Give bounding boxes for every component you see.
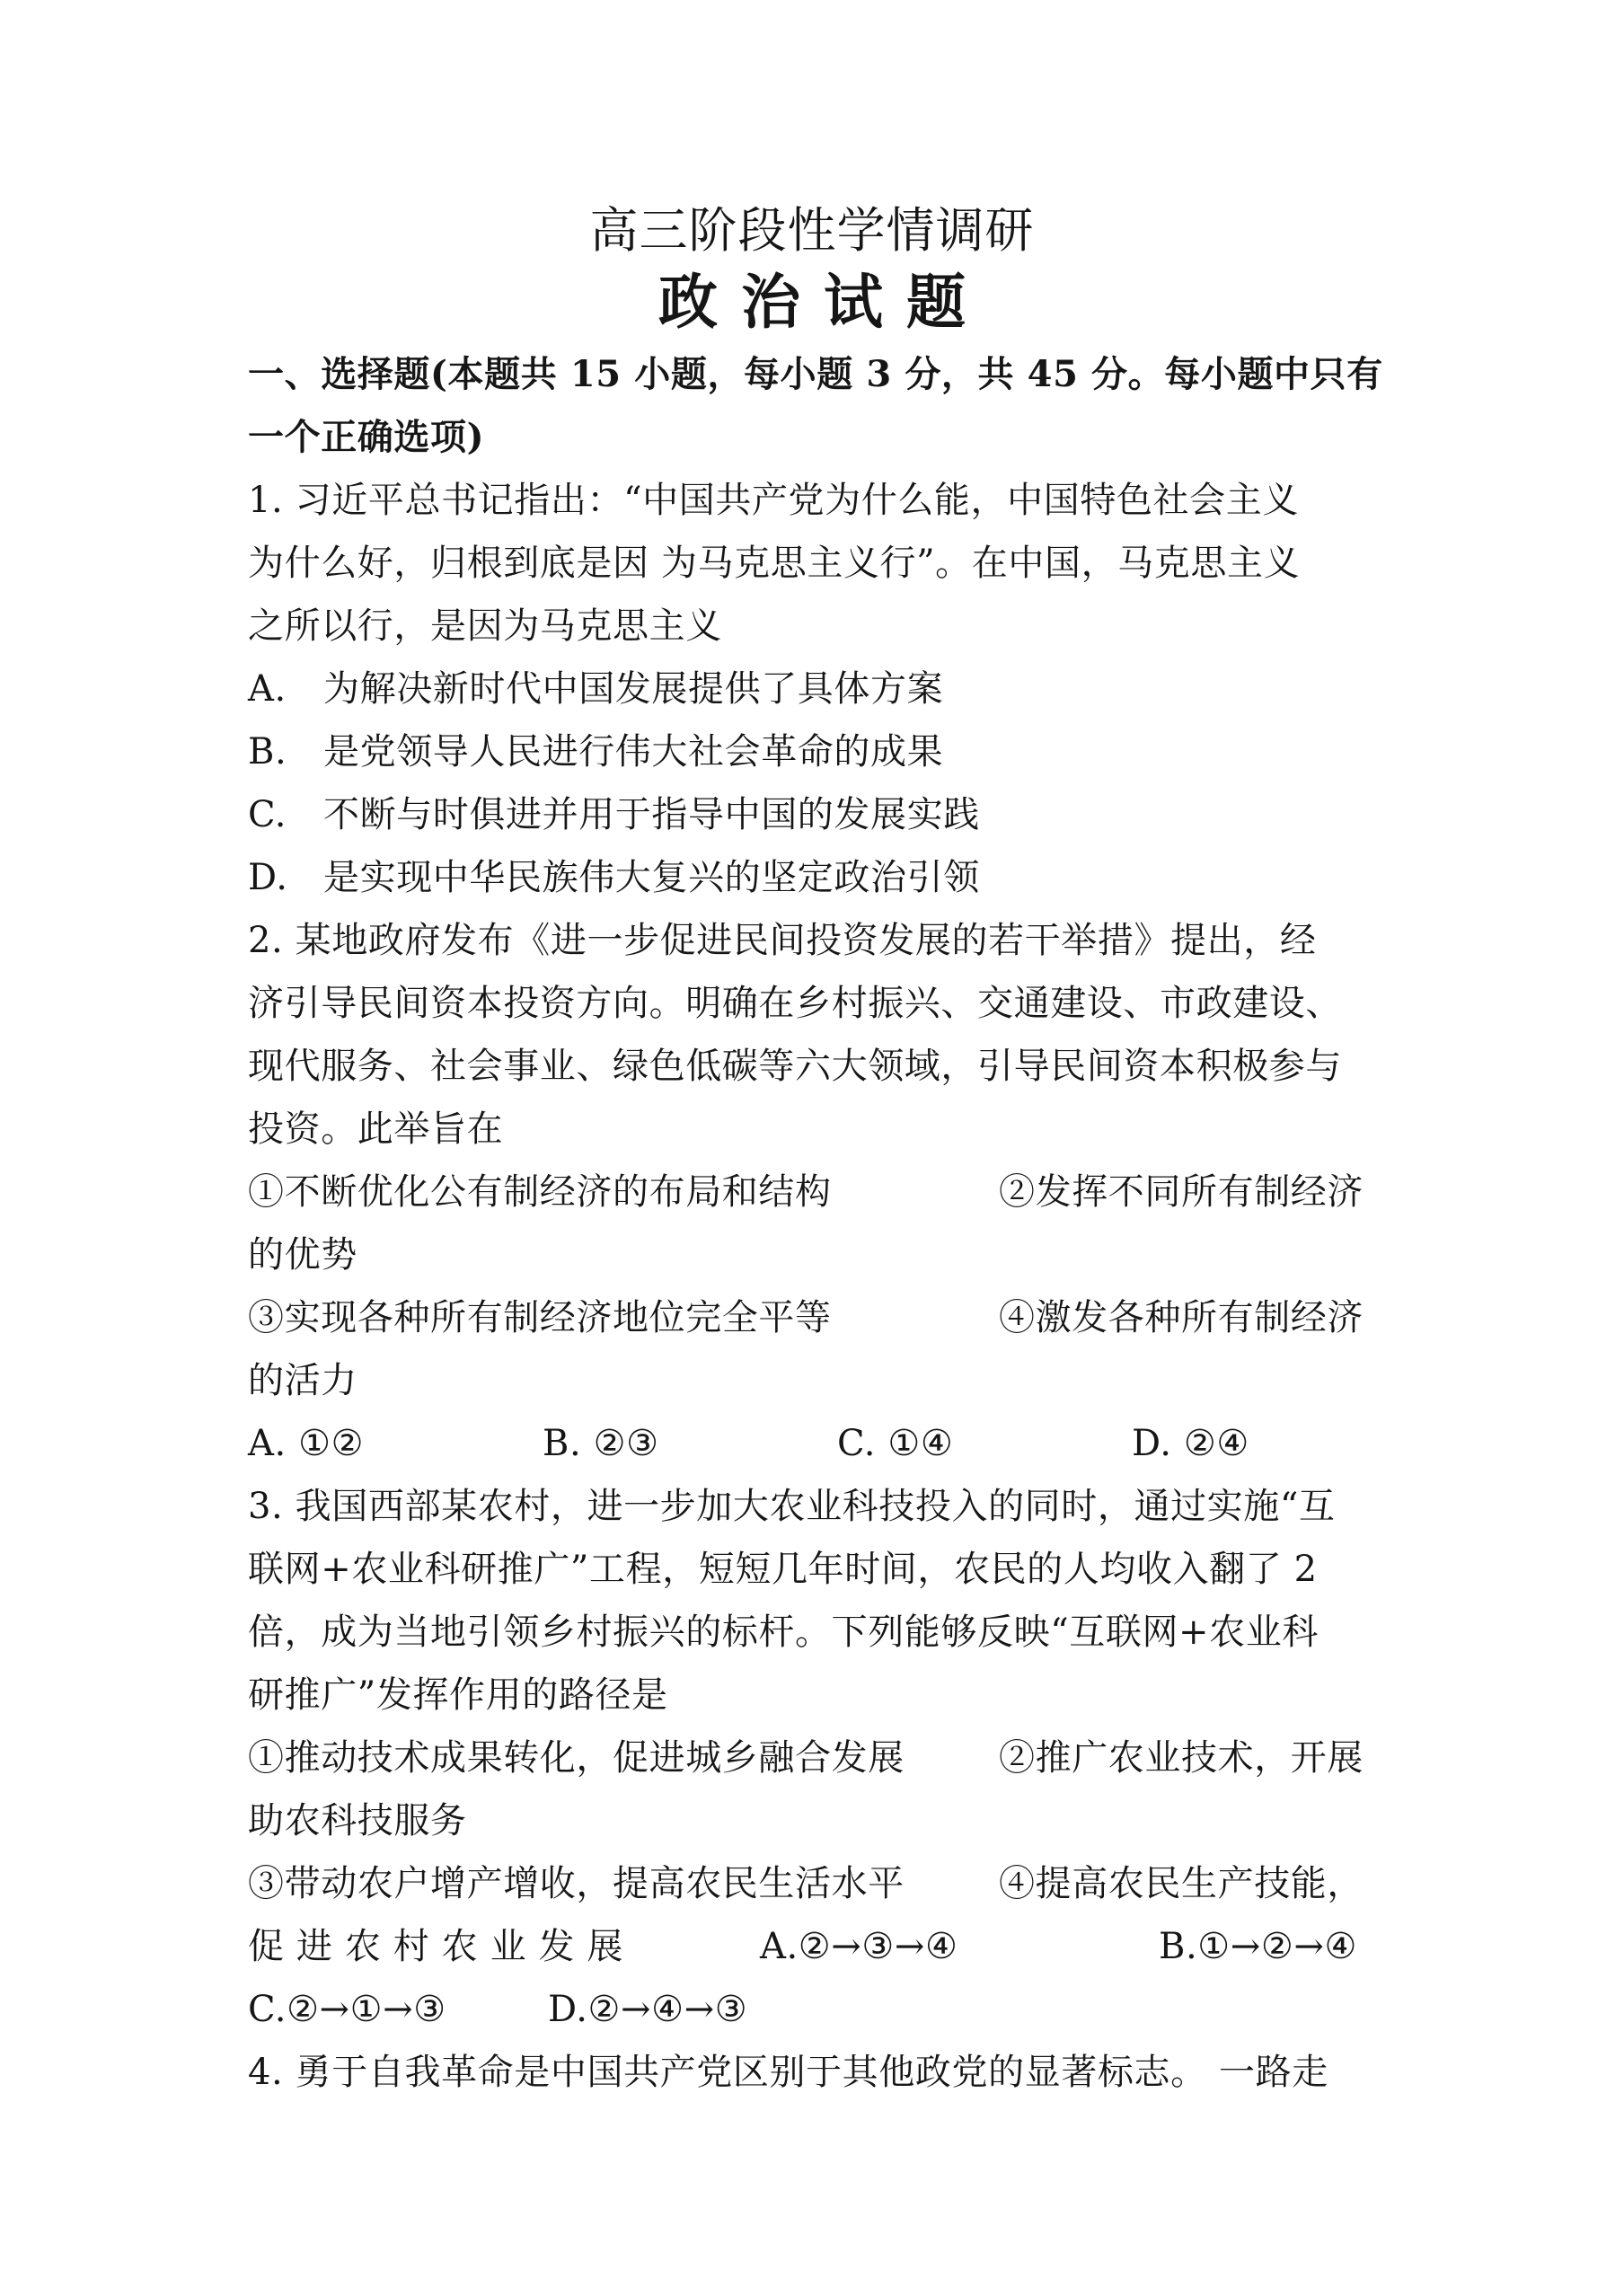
section-heading-line-2: 一个正确选项) <box>248 416 485 458</box>
q3-stem-line-3: 倍，成为当地引领乡村振兴的标杆。下列能够反映“互联网+农业科 <box>248 1612 1319 1653</box>
q2-stem-line-4: 投资。此举旨在 <box>248 1108 504 1150</box>
q3-stem-line-4: 研推广”发挥作用的路径是 <box>248 1674 668 1716</box>
q3-item-1: ①推动技术成果转化，促进城乡融合发展 <box>248 1737 905 1779</box>
q3-items-row-1 <box>248 1735 1383 1781</box>
section-heading-line-1: 一、选择题(本题共 15 小题，每小题 3 分，共 45 分。每小题中只有 <box>248 353 1383 395</box>
q2-stem-line-1: 2. 某地政府发布《进一步促进民间投资发展的若干举措》提出，经 <box>248 920 1317 961</box>
q2-stem-line-2: 济引导民间资本投资方向。明确在乡村振兴、交通建设、市政建设、 <box>248 983 1342 1024</box>
q2-choice-c: C. ①④ <box>837 1423 954 1464</box>
q1-option-c-text: 不断与时俱进并用于指导中国的发展实践 <box>323 794 980 835</box>
q3-choice-d: D.②→④→③ <box>548 1989 748 2030</box>
q2-item-4-continued: 的活力 <box>248 1360 357 1401</box>
q2-item-2-continued: 的优势 <box>248 1234 357 1276</box>
q3-choice-a: A.②→③→④ <box>760 1926 958 1967</box>
q3-item-2-continued: 助农科技服务 <box>248 1800 467 1841</box>
page-subtitle: 政治试题 <box>658 267 989 337</box>
q2-items-row-2 <box>248 1294 1383 1341</box>
q3-choice-c: C.②→①→③ <box>248 1989 446 2030</box>
q2-item-4: ④激发各种所有制经济 <box>999 1297 1364 1338</box>
q3-stem-line-1: 3. 我国西部某农村，进一步加大农业科技投入的同时，通过实施“互 <box>248 1486 1336 1527</box>
q2-choice-a: A. ①② <box>248 1423 365 1464</box>
q3-item-4-continued: 促 进 农 村 农 业 发 展 <box>248 1926 624 1967</box>
q3-stem-line-2: 联网+农业科研推广”工程，短短几年时间，农民的人均收入翻了 2 <box>248 1549 1318 1590</box>
q2-item-1: ①不断优化公有制经济的布局和结构 <box>248 1171 832 1213</box>
q1-option-c-label: C. <box>248 794 287 835</box>
q3-item-3: ③带动农户增产增收，提高农民生活水平 <box>248 1863 905 1904</box>
q1-stem-line-2: 为什么好，归根到底是因 为马克思主义行”。在中国，马克思主义 <box>248 543 1301 584</box>
q3-choice-b: B.①→②→④ <box>1159 1926 1357 1967</box>
q2-item-2: ②发挥不同所有制经济 <box>999 1171 1364 1213</box>
q3-choices-row-2 <box>248 1986 1383 2033</box>
q1-option-d-text: 是实现中华民族伟大复兴的坚定政治引领 <box>323 857 980 898</box>
q1-option-b <box>248 729 1383 775</box>
q1-option-a-label: A. <box>248 668 287 710</box>
q1-stem-line-1: 1. 习近平总书记指出：“中国共产党为什么能，中国特色社会主义 <box>248 480 1299 521</box>
q4-stem-line-1: 4. 勇于自我革命是中国共产党区别于其他政党的显著标志。 一路走 <box>248 2052 1328 2093</box>
q2-choice-b: B. ②③ <box>543 1423 659 1464</box>
q1-option-a <box>248 666 1383 712</box>
q2-item-3: ③实现各种所有制经济地位完全平等 <box>248 1297 832 1338</box>
q1-option-d <box>248 854 1383 901</box>
q1-option-c <box>248 791 1383 838</box>
q3-items-row-3 <box>248 1923 1383 1970</box>
q2-stem-line-3: 现代服务、社会事业、绿色低碳等六大领域，引导民间资本积极参与 <box>248 1046 1342 1087</box>
q3-item-2: ②推广农业技术，开展 <box>999 1737 1364 1779</box>
q1-stem-line-3: 之所以行，是因为马克思主义 <box>248 605 722 647</box>
q1-option-d-label: D. <box>248 857 288 898</box>
q2-choice-d: D. ②④ <box>1132 1423 1249 1464</box>
q1-option-a-text: 为解决新时代中国发展提供了具体方案 <box>323 668 944 710</box>
q1-option-b-text: 是党领导人民进行伟大社会革命的成果 <box>323 731 944 773</box>
page-title: 高三阶段性学情调研 <box>589 202 1035 259</box>
q3-item-4: ④提高农民生产技能， <box>999 1863 1364 1904</box>
q1-option-b-label: B. <box>248 731 287 773</box>
q2-items-row-1 <box>248 1169 1383 1215</box>
q2-choices <box>248 1420 1383 1467</box>
q3-items-row-2 <box>248 1860 1383 1907</box>
